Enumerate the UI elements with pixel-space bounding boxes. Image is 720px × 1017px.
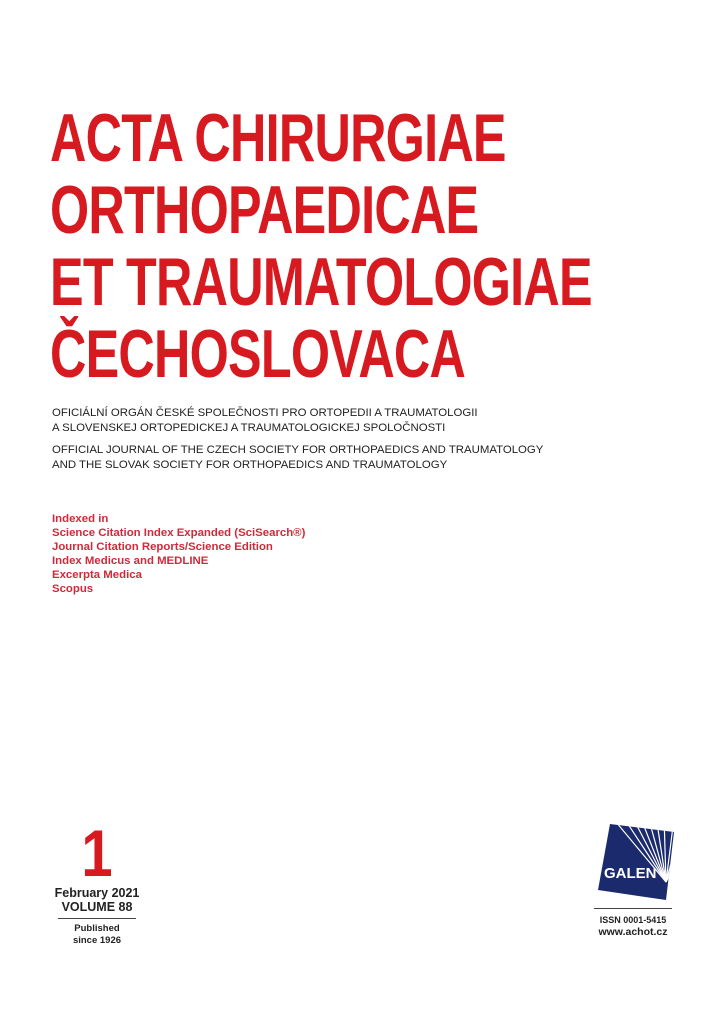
subtitle-cz-line-1: OFICIÁLNÍ ORGÁN ČESKÉ SPOLEČNOSTI PRO ORTOPEDII A TRAUMATOLOGII	[52, 407, 478, 419]
title-line-3: ET TRAUMATOLOGIAE	[50, 244, 592, 320]
website-link[interactable]: www.achot.cz	[598, 926, 668, 938]
logo-text: GALEN	[604, 865, 657, 882]
indexed-heading: Indexed in	[52, 513, 109, 525]
issue-volume: VOLUME 88	[61, 900, 133, 914]
issue-info	[52, 816, 142, 947]
title-line-4: ČECHOSLOVACA	[50, 316, 466, 392]
subtitle-en-line-2: AND THE SLOVAK SOCIETY FOR ORTHOPAEDICS AND TRAUMATOLOGY	[52, 459, 448, 471]
title-line-2: ORTHOPAEDICAE	[50, 172, 479, 248]
galen-logo-icon	[596, 822, 676, 902]
indexed-in-list	[52, 512, 305, 596]
indexed-item: Science Citation Index Expanded (SciSearch®)	[52, 527, 306, 539]
indexed-item: Journal Citation Reports/Science Edition	[52, 541, 273, 553]
publisher-info	[590, 908, 676, 939]
subtitle-cz-line-2: A SLOVENSKEJ ORTOPEDICKEJ A TRAUMATOLOGICKEJ SPOLOČNOSTI	[52, 422, 446, 434]
indexed-item: Scopus	[52, 583, 94, 595]
published-line-1: Published	[74, 923, 120, 934]
published-line-2: since 1926	[72, 935, 122, 946]
indexed-item: Excerpta Medica	[52, 569, 142, 581]
subtitle-en-line-1: OFFICIAL JOURNAL OF THE CZECH SOCIETY FOR ORTHOPAEDICS AND TRAUMATOLOGY	[52, 444, 544, 456]
publisher-divider	[594, 908, 672, 909]
issue-number: 1	[81, 816, 113, 890]
issue-date: February 2021	[54, 886, 140, 900]
issue-divider	[58, 918, 136, 919]
journal-title	[50, 102, 592, 390]
indexed-item: Index Medicus and MEDLINE	[52, 555, 209, 567]
title-line-1: ACTA CHIRURGIAE	[50, 100, 506, 176]
subtitle-czech	[52, 406, 478, 436]
subtitle-english	[52, 443, 543, 473]
issn: ISSN 0001-5415	[599, 915, 667, 925]
